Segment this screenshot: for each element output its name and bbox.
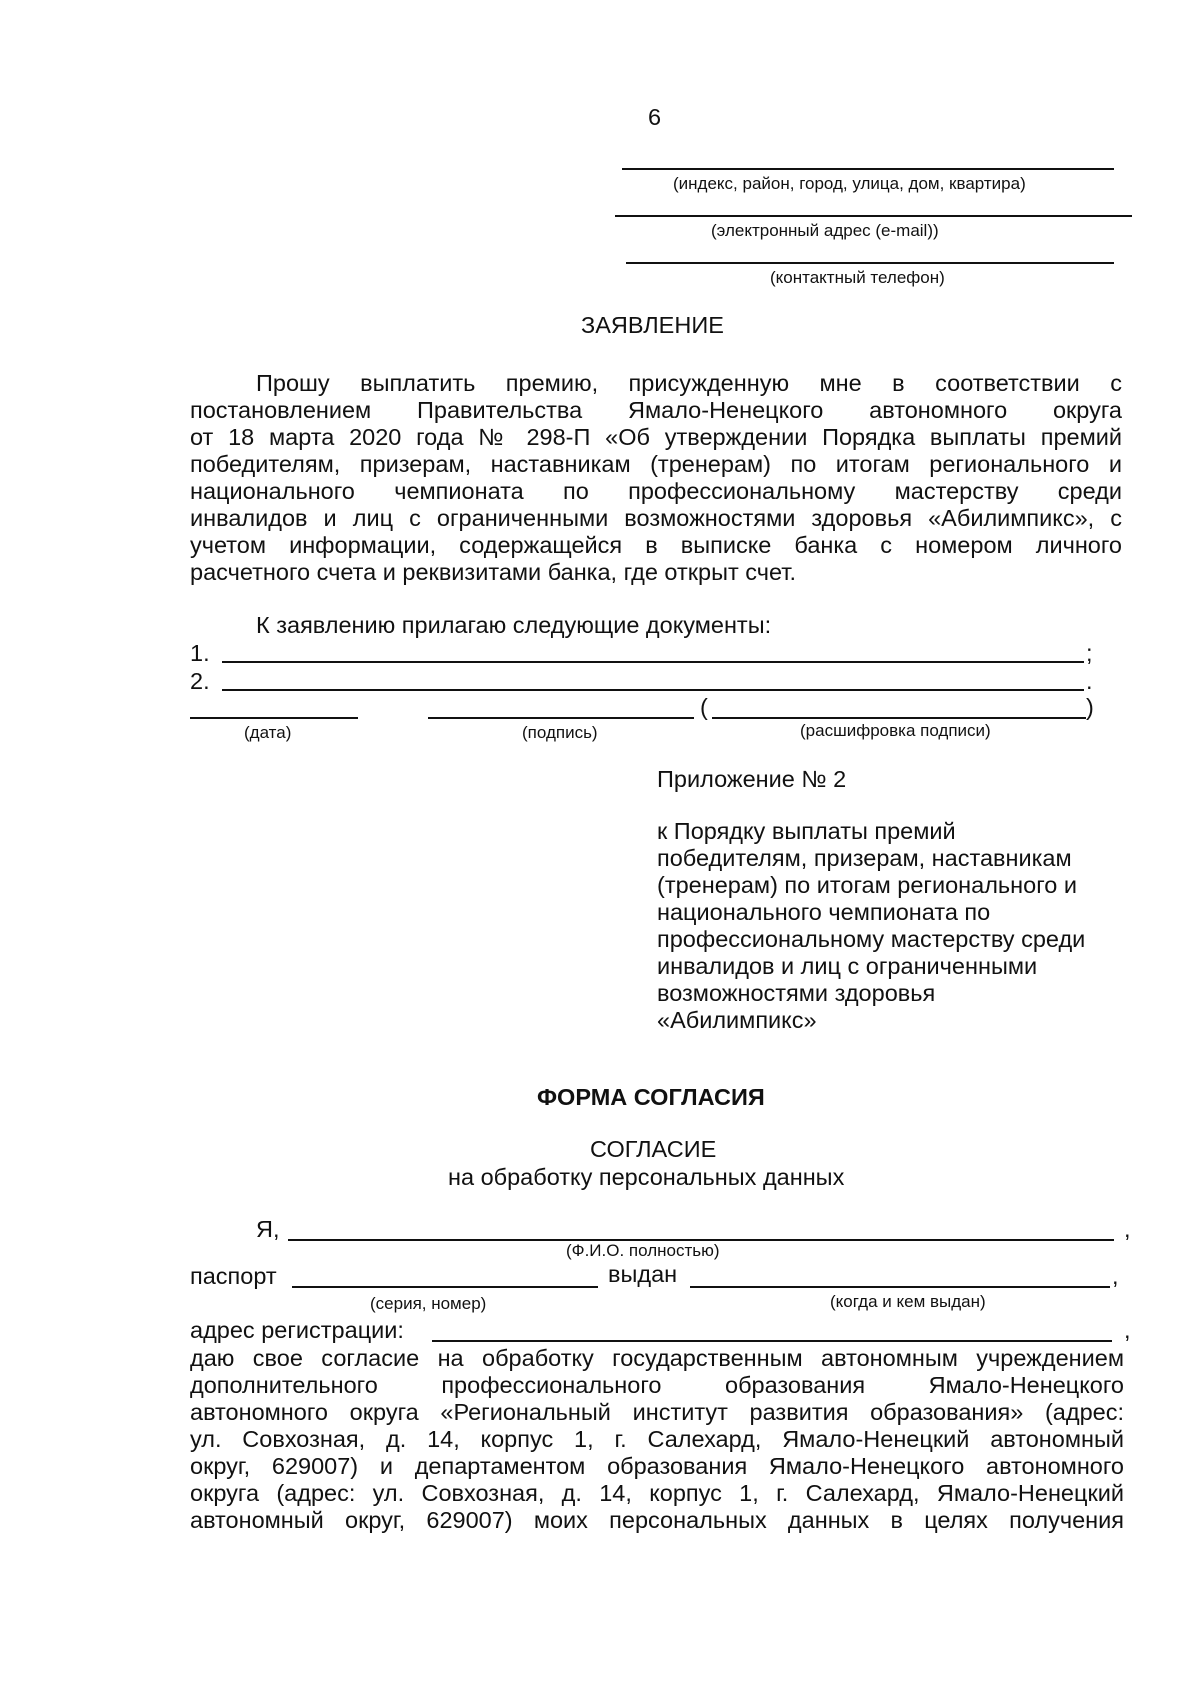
address-line bbox=[432, 1340, 1112, 1342]
decoding-line bbox=[712, 717, 1086, 719]
appendix-line: возможностями здоровья bbox=[657, 980, 936, 1006]
issued-comma: , bbox=[1112, 1263, 1119, 1289]
application-body-line: учетом информации, содержащейся в выписке банка с номером личного bbox=[190, 532, 1122, 558]
consent-body-line: округа (адрес: ул. Совхозная, д. 14, корпус 1, г. Салехард, Ямало-Ненецкий bbox=[190, 1480, 1124, 1506]
passport-label: паспорт bbox=[190, 1263, 277, 1289]
email-line bbox=[615, 215, 1132, 217]
attachment-1-end: ; bbox=[1086, 640, 1093, 666]
appendix-text bbox=[657, 818, 1085, 1034]
consent-subtitle: на обработку персональных данных bbox=[448, 1164, 845, 1190]
consent-body-line: автономный округ, 629007) моих персональных данных в целях получения bbox=[190, 1507, 1124, 1533]
decoding-caption: (расшифровка подписи) bbox=[800, 721, 991, 740]
attachment-2-line bbox=[222, 689, 1084, 691]
page-number: 6 bbox=[648, 104, 662, 130]
attachment-1-line bbox=[222, 661, 1084, 663]
address-comma: , bbox=[1124, 1317, 1131, 1343]
date-caption: (дата) bbox=[244, 723, 292, 742]
series-caption: (серия, номер) bbox=[370, 1294, 487, 1313]
attachment-2-end: . bbox=[1086, 668, 1093, 694]
phone-line bbox=[626, 262, 1114, 264]
decoding-paren-close: ) bbox=[1086, 694, 1094, 720]
attachment-1-number: 1. bbox=[190, 640, 210, 666]
issued-caption: (когда и кем выдан) bbox=[830, 1292, 986, 1311]
appendix-line: победителям, призерам, наставникам bbox=[657, 845, 1072, 871]
phone-caption: (контактный телефон) bbox=[770, 268, 945, 287]
fio-caption: (Ф.И.О. полностью) bbox=[566, 1241, 720, 1260]
consent-body-line: округ, 629007) и департаментом образования Ямало-Ненецкого автономного bbox=[190, 1453, 1124, 1479]
fio-comma: , bbox=[1124, 1216, 1131, 1242]
postal-address-caption: (индекс, район, город, улица, дом, квартира) bbox=[673, 174, 1026, 193]
application-body-line: от 18 марта 2020 года № 298-П «Об утверждении Порядка выплаты премий bbox=[190, 424, 1122, 450]
application-body bbox=[190, 370, 1122, 586]
signature-caption: (подпись) bbox=[522, 723, 598, 742]
application-title: ЗАЯВЛЕНИЕ bbox=[581, 312, 724, 338]
decoding-paren-open: ( bbox=[700, 694, 708, 720]
email-caption: (электронный адрес (e-mail)) bbox=[711, 221, 939, 240]
appendix-line: национального чемпионата по bbox=[657, 899, 991, 925]
consent-form-title: ФОРМА СОГЛАСИЯ bbox=[537, 1084, 765, 1110]
consent-body-line: ул. Совхозная, д. 14, корпус 1, г. Салехард, Ямало-Ненецкий автономный bbox=[190, 1426, 1124, 1452]
issued-line bbox=[690, 1286, 1110, 1288]
postal-address-line bbox=[622, 168, 1114, 170]
date-line bbox=[190, 717, 358, 719]
consent-body-line: автономного округа «Региональный институт развития образования» (адрес: bbox=[190, 1399, 1124, 1425]
appendix-title: Приложение № 2 bbox=[657, 766, 847, 792]
appendix-line: профессиональному мастерству среди bbox=[657, 926, 1086, 952]
consent-i-label: Я, bbox=[256, 1216, 280, 1242]
consent-title: СОГЛАСИЕ bbox=[590, 1136, 717, 1162]
consent-body bbox=[190, 1345, 1124, 1534]
application-body-line: национального чемпионата по профессиональному мастерству среди bbox=[190, 478, 1122, 504]
application-body-line: Прошу выплатить премию, присужденную мне в соответствии с bbox=[256, 370, 1122, 396]
appendix-line: (тренерам) по итогам регионального и bbox=[657, 872, 1077, 898]
attachments-intro: К заявлению прилагаю следующие документы: bbox=[256, 612, 772, 638]
application-body-line: инвалидов и лиц с ограниченными возможностями здоровья «Абилимпикс», с bbox=[190, 505, 1122, 531]
signature-line bbox=[428, 717, 694, 719]
consent-body-line: дополнительного профессионального образования Ямало-Ненецкого bbox=[190, 1372, 1124, 1398]
attachment-2-number: 2. bbox=[190, 668, 210, 694]
application-body-line: расчетного счета и реквизитами банка, где открыт счет. bbox=[190, 559, 796, 585]
appendix-line: «Абилимпикс» bbox=[657, 1007, 817, 1033]
appendix-line: к Порядку выплаты премий bbox=[657, 818, 956, 844]
application-body-line: победителям, призерам, наставникам (тренерам) по итогам регионального и bbox=[190, 451, 1122, 477]
consent-body-line: даю свое согласие на обработку государственным автономным учреждением bbox=[190, 1345, 1124, 1371]
application-body-line: постановлением Правительства Ямало-Ненецкого автономного округа bbox=[190, 397, 1122, 423]
appendix-line: инвалидов и лиц с ограниченными bbox=[657, 953, 1038, 979]
address-label: адрес регистрации: bbox=[190, 1317, 404, 1343]
issued-label: выдан bbox=[608, 1261, 678, 1287]
passport-series-line bbox=[292, 1286, 598, 1288]
